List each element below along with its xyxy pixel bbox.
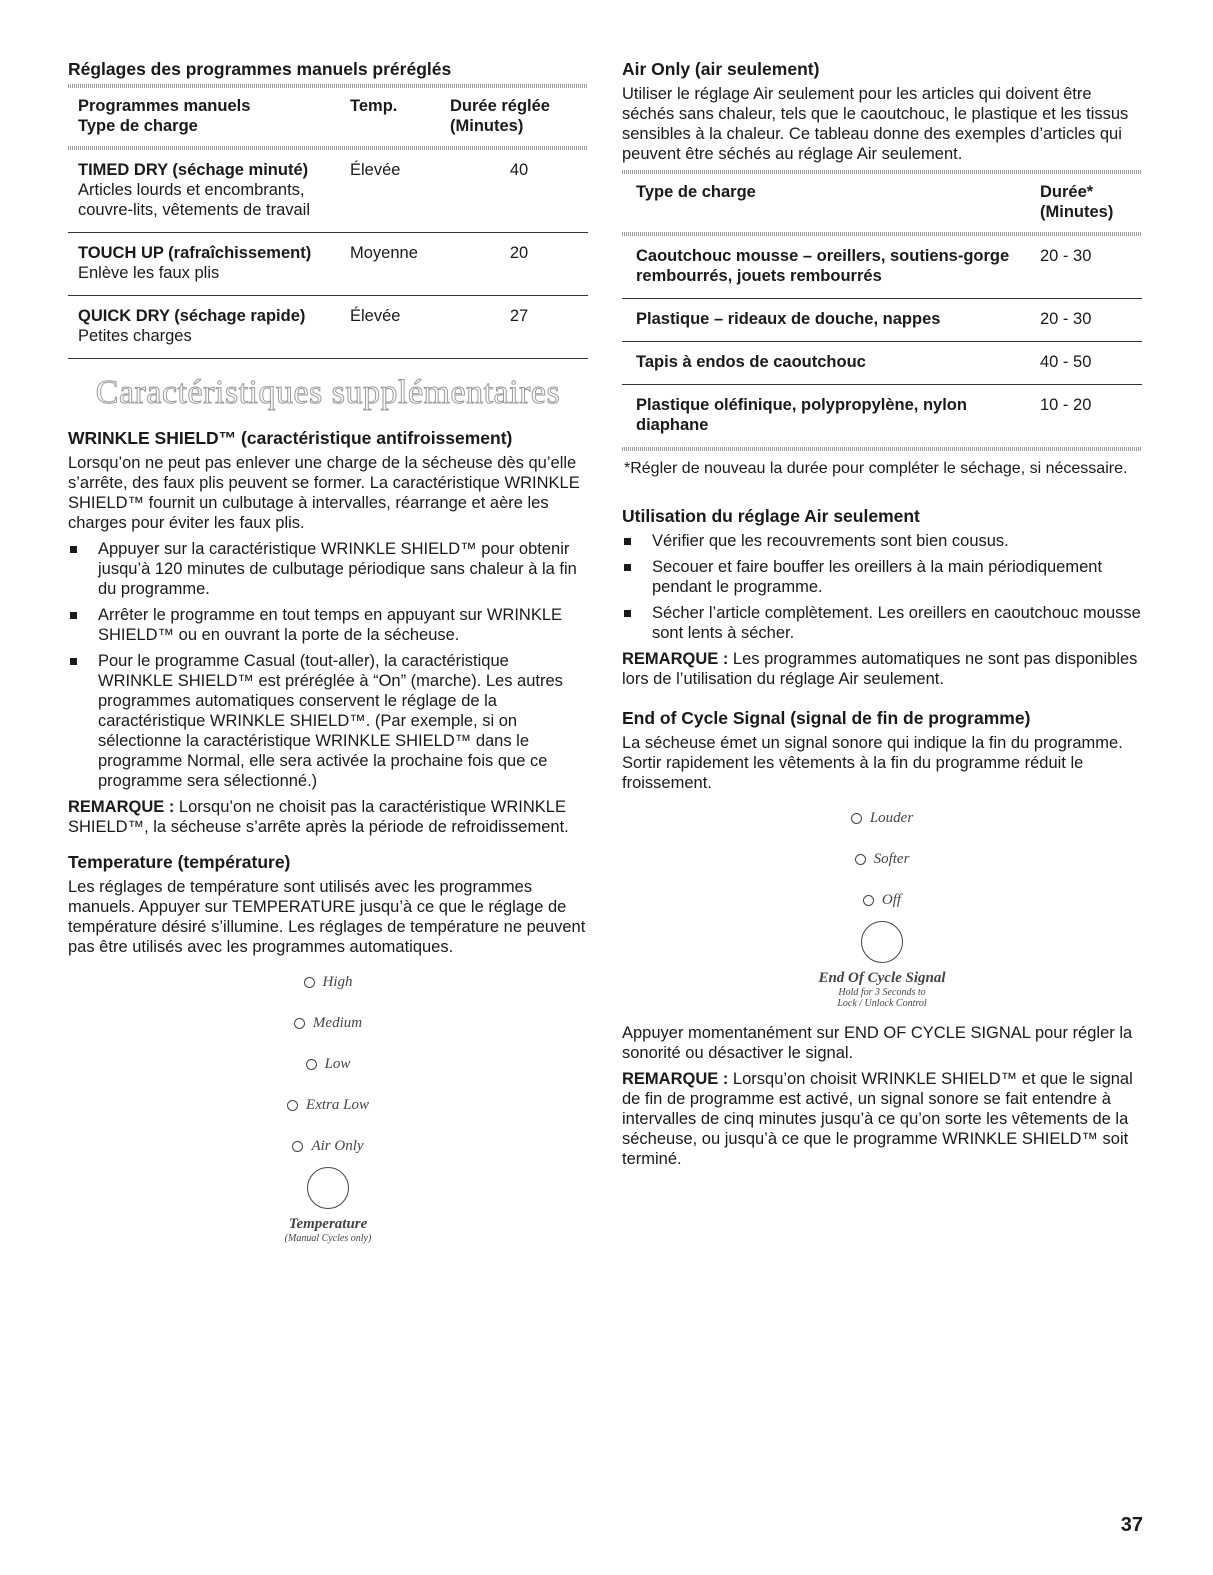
list-item: Pour le programme Casual (tout-aller), la caractéristique WRINKLE SHIELD™ est préréglée à “On” (marche). Les autres programmes automatiques conservent le réglage de la caractéristique WRINKLE SHIELD™. (Par exemple, si on sélectionne la caractéristique WRINKLE SHIELD™ dans le programme Normal, elle sera activée la prochaine fois que ce programme sera sélectionné.) <box>68 651 588 791</box>
program-desc: Enlève les faux plis <box>78 264 220 282</box>
header-duration-unit: (Minutes) <box>450 117 524 135</box>
list-item: Vérifier que les recouvrements sont bien cousus. <box>622 531 1142 551</box>
end-signal-sublabel-2: Lock / Unlock Control <box>837 998 927 1009</box>
load-type: Plastique oléfinique, polypropylène, nylon diaphane <box>636 396 967 434</box>
air-only-footnote: *Régler de nouveau la durée pour compléter le séchage, si nécessaire. <box>624 460 1128 477</box>
table-row <box>68 296 588 358</box>
temperature-label: Temperature <box>288 1216 368 1232</box>
program-temp: Moyenne <box>350 244 418 262</box>
header-load-type: Type de charge <box>636 183 756 201</box>
end-signal-note: REMARQUE : Lorsqu’on choisit WRINKLE SHIELD™ et que le signal de fin de programme est activé, un signal sonore se fait entendre à intervalles de cinq minutes jusqu’à ce qu’on sorte les vêtements de la sécheuse, ou jusqu’à ce que le programme WRINKLE SHIELD™ soit terminé. <box>622 1070 1133 1168</box>
program-name: TOUCH UP (rafraîchissement) <box>78 244 312 262</box>
load-type: Tapis à endos de caoutchouc <box>636 353 866 371</box>
temp-option-low[interactable]: Low <box>68 1055 588 1073</box>
table-bottom-divider <box>622 447 1142 451</box>
header-duration: Durée* <box>1040 183 1094 201</box>
program-temp: Élevée <box>350 161 401 179</box>
radio-icon <box>304 977 315 988</box>
air-only-heading: Air Only (air seulement) <box>622 59 820 79</box>
wrinkle-shield-heading: WRINKLE SHIELD™ (caractéristique antifroissement) <box>68 428 513 448</box>
left-column <box>68 58 588 1244</box>
signal-option-louder[interactable]: Louder <box>622 809 1142 827</box>
header-program: Programmes manuels <box>78 97 251 115</box>
table-row <box>622 342 1142 384</box>
bullet-icon <box>624 610 631 617</box>
temperature-sublabel: (Manual Cycles only) <box>284 1233 372 1244</box>
page-number: 37 <box>1120 1514 1143 1536</box>
radio-icon <box>294 1018 305 1029</box>
header-duration-unit: (Minutes) <box>1040 203 1114 221</box>
temperature-heading: Temperature (température) <box>68 852 291 872</box>
signal-option-off[interactable]: Off <box>622 891 1142 909</box>
load-duration: 40 - 50 <box>1040 353 1092 371</box>
program-name: TIMED DRY (séchage minuté) <box>78 161 309 179</box>
list-item: Arrêter le programme en tout temps en appuyant sur WRINKLE SHIELD™ ou en ouvrant la porte de la sécheuse. <box>68 605 588 645</box>
table-bottom-divider <box>68 358 588 359</box>
usage-list <box>622 531 1142 643</box>
program-duration: 20 <box>509 244 529 262</box>
manual-settings-heading: Réglages des programmes manuels préréglés <box>68 59 452 79</box>
load-type: Caoutchouc mousse – oreillers, soutiens-gorge rembourrés, jouets rembourrés <box>636 247 1010 285</box>
load-duration: 20 - 30 <box>1040 247 1092 265</box>
radio-icon <box>855 854 866 865</box>
load-duration: 10 - 20 <box>1040 396 1092 414</box>
table-row <box>68 233 588 295</box>
table-row <box>622 299 1142 341</box>
header-duration: Durée réglée <box>450 97 550 115</box>
usage-heading: Utilisation du réglage Air seulement <box>622 506 920 526</box>
radio-icon <box>851 813 862 824</box>
air-only-text: Utiliser le réglage Air seulement pour les articles qui doivent être séchés sans chaleur, tels que le caoutchouc, le plastique et les tissus sensibles à la chaleur. Ce tableau donne des exemples d’articles qui peuvent être séchés au réglage Air seulement. <box>622 85 1129 163</box>
end-signal-label: End Of Cycle Signal <box>818 970 946 986</box>
air-table-header <box>622 174 1142 232</box>
radio-icon <box>287 1100 298 1111</box>
signal-option-softer[interactable]: Softer <box>622 850 1142 868</box>
program-temp: Élevée <box>350 307 401 325</box>
header-load-type: Type de charge <box>78 117 198 135</box>
program-desc: Petites charges <box>78 327 192 345</box>
table-row <box>622 385 1142 447</box>
bullet-icon <box>624 538 631 545</box>
temperature-panel <box>68 963 588 1244</box>
program-duration: 27 <box>509 307 529 325</box>
header-temp: Temp. <box>350 97 398 115</box>
end-signal-button[interactable] <box>861 921 903 963</box>
wrinkle-shield-list <box>68 539 588 791</box>
end-signal-heading: End of Cycle Signal (signal de fin de programme) <box>622 708 1031 728</box>
temp-option-extra-low[interactable]: Extra Low <box>68 1096 588 1114</box>
end-signal-text-2: Appuyer momentanément sur END OF CYCLE SIGNAL pour régler la sonorité ou désactiver le signal. <box>622 1024 1133 1062</box>
temperature-button[interactable] <box>307 1167 349 1209</box>
bullet-icon <box>70 546 77 553</box>
radio-icon <box>863 895 874 906</box>
radio-icon <box>306 1059 317 1070</box>
bullet-icon <box>70 612 77 619</box>
program-duration: 40 <box>509 161 529 179</box>
temp-option-air-only[interactable]: Air Only <box>68 1137 588 1155</box>
bullet-icon <box>624 564 631 571</box>
wrinkle-shield-note: REMARQUE : Lorsqu’on ne choisit pas la caractéristique WRINKLE SHIELD™, la sécheuse s’arrête après la période de refroidissement. <box>68 798 569 836</box>
load-duration: 20 - 30 <box>1040 310 1092 328</box>
program-name: QUICK DRY (séchage rapide) <box>78 307 306 325</box>
temperature-text: Les réglages de température sont utilisés avec les programmes manuels. Appuyer sur TEMPERATURE jusqu’à ce que le réglage de température désiré s’illumine. Les réglages de température ne peuvent pas être utilisés avec les programmes automatiques. <box>68 878 586 956</box>
temp-option-high[interactable]: High <box>68 973 588 991</box>
list-item: Appuyer sur la caractéristique WRINKLE SHIELD™ pour obtenir jusqu’à 120 minutes de culbutage périodique sans chaleur à la fin du programme. <box>68 539 588 599</box>
right-column <box>622 58 1142 1175</box>
program-desc: Articles lourds et encombrants, couvre-lits, vêtements de travail <box>78 181 311 219</box>
list-item: Sécher l’article complètement. Les oreillers en caoutchouc mousse sont lents à sécher. <box>622 603 1142 643</box>
table-row <box>622 236 1142 298</box>
end-signal-panel <box>622 799 1142 1009</box>
bullet-icon <box>70 658 77 665</box>
wrinkle-shield-intro: Lorsqu’on ne peut pas enlever une charge de la sécheuse dès qu’elle s’arrête, des faux plis peuvent se former. La caractéristique WRINKLE SHIELD™ fournit un culbutage à intervalles, réarrange et aère les charges pour éviter les faux plis. <box>68 454 580 532</box>
usage-note: REMARQUE : Les programmes automatiques ne sont pas disponibles lors de l’utilisation du réglage Air seulement. <box>622 650 1138 688</box>
load-type: Plastique – rideaux de douche, nappes <box>636 310 941 328</box>
end-signal-text: La sécheuse émet un signal sonore qui indique la fin du programme. Sortir rapidement les vêtements à la fin du programme réduit le froissement. <box>622 734 1123 792</box>
list-item: Secouer et faire bouffer les oreillers à la main périodiquement pendant le programme. <box>622 557 1142 597</box>
manual-table-header <box>68 88 588 146</box>
radio-icon <box>292 1141 303 1152</box>
section-title: Caractéristiques supplémentaires <box>95 374 561 411</box>
table-row <box>68 150 588 232</box>
temp-option-medium[interactable]: Medium <box>68 1014 588 1032</box>
end-signal-sublabel-1: Hold for 3 Seconds to <box>838 987 926 998</box>
